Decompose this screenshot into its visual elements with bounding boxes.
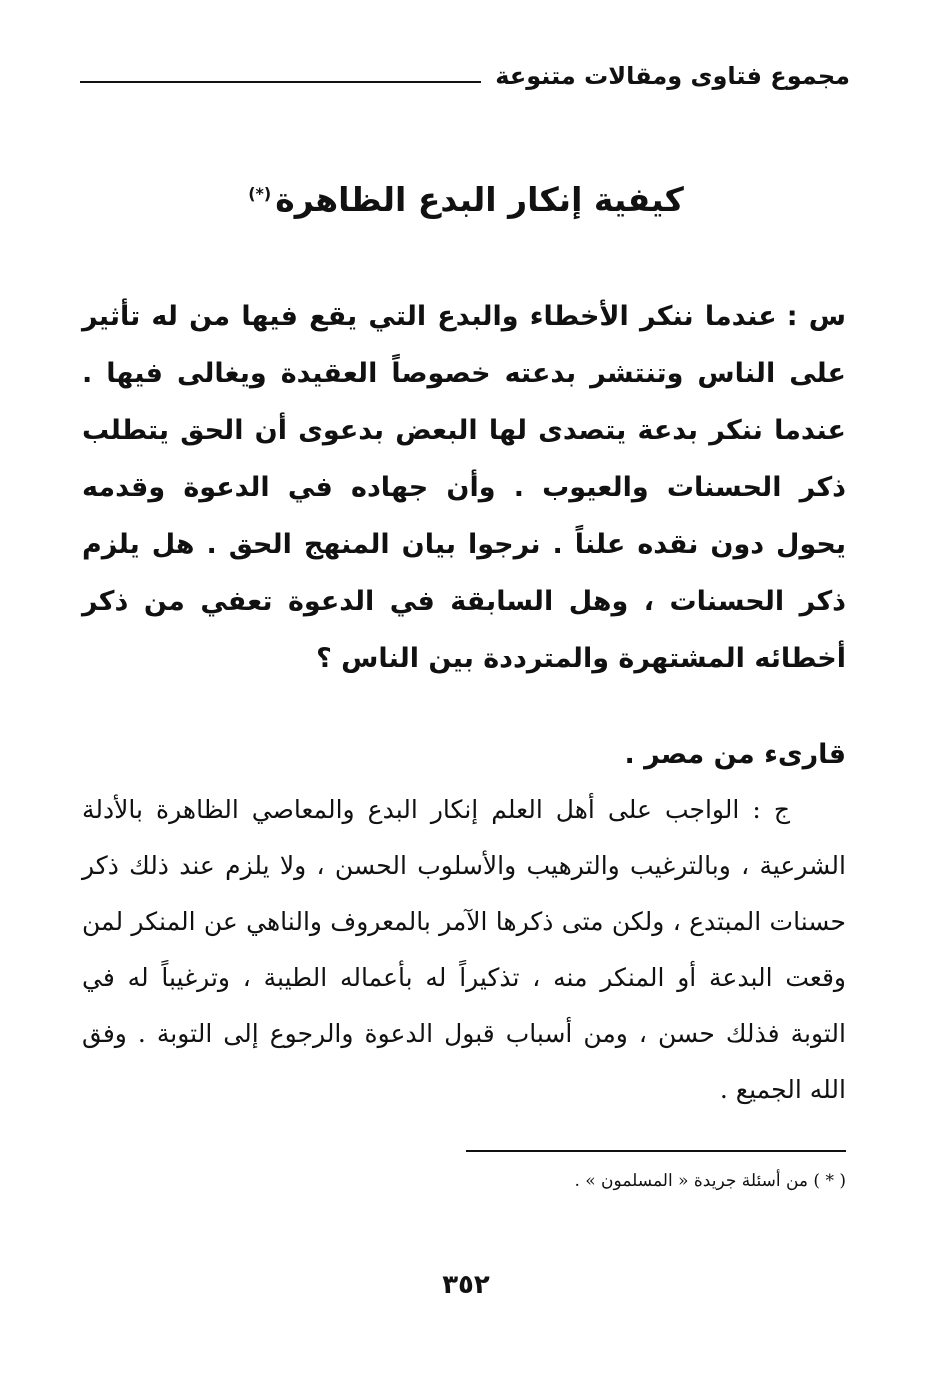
question-prefix: س : <box>786 301 846 332</box>
article-title <box>0 180 932 219</box>
answer-paragraph <box>82 782 846 1118</box>
footnote-rule <box>466 1150 846 1152</box>
answer-text: الواجب على أهل العلم إنكار البدع والمعاصي الظاهرة بالأدلة الشرعية ، وبالترغيب والترهيب والأسلوب الحسن ، ولا يلزم عند ذلك ذكر حسنات المبتدع ، ولكن متى ذكرها الآمر بالمعروف والناهي عن المنكر لمن وقعت البدعة أو المنكر منه ، تذكيراً له بأعماله الطيبة ، وترغيباً له في التوبة فذلك حسن ، ومن أسباب قبول الدعوة والرجوع إلى التوبة . وفق الله الجميع . <box>82 795 846 1104</box>
running-title: مجموع فتاوى ومقالات متنوعة <box>495 62 850 90</box>
question-paragraph <box>82 288 846 687</box>
question-asker: قارىء من مصر . <box>624 739 846 770</box>
article-title-text: كيفية إنكار البدع الظاهرة <box>275 180 684 219</box>
title-footnote-mark: (*) <box>248 184 272 203</box>
footnote: ( * ) من أسئلة جريدة « المسلمون » . <box>574 1171 846 1191</box>
question-text: عندما ننكر الأخطاء والبدع التي يقع فيها من له تأثير على الناس وتنتشر بدعته خصوصاً العقيدة ويغالى فيها . عندما ننكر بدعة يتصدى لها البعض بدعوى أن الحق يتطلب ذكر الحسنات والعيوب . وأن جهاده في الدعوة وقدمه يحول دون نقده علناً . نرجوا بيان المنهج الحق . هل يلزم ذكر الحسنات ، وهل السابقة في الدعوة تعفي من ذكر أخطائه المشتهرة والمترددة بين الناس ؟ <box>82 301 846 674</box>
answer-prefix: ج : <box>752 795 790 824</box>
header-rule <box>80 81 481 83</box>
page-number: ٣٥٢ <box>442 1270 490 1300</box>
running-header <box>80 56 850 96</box>
